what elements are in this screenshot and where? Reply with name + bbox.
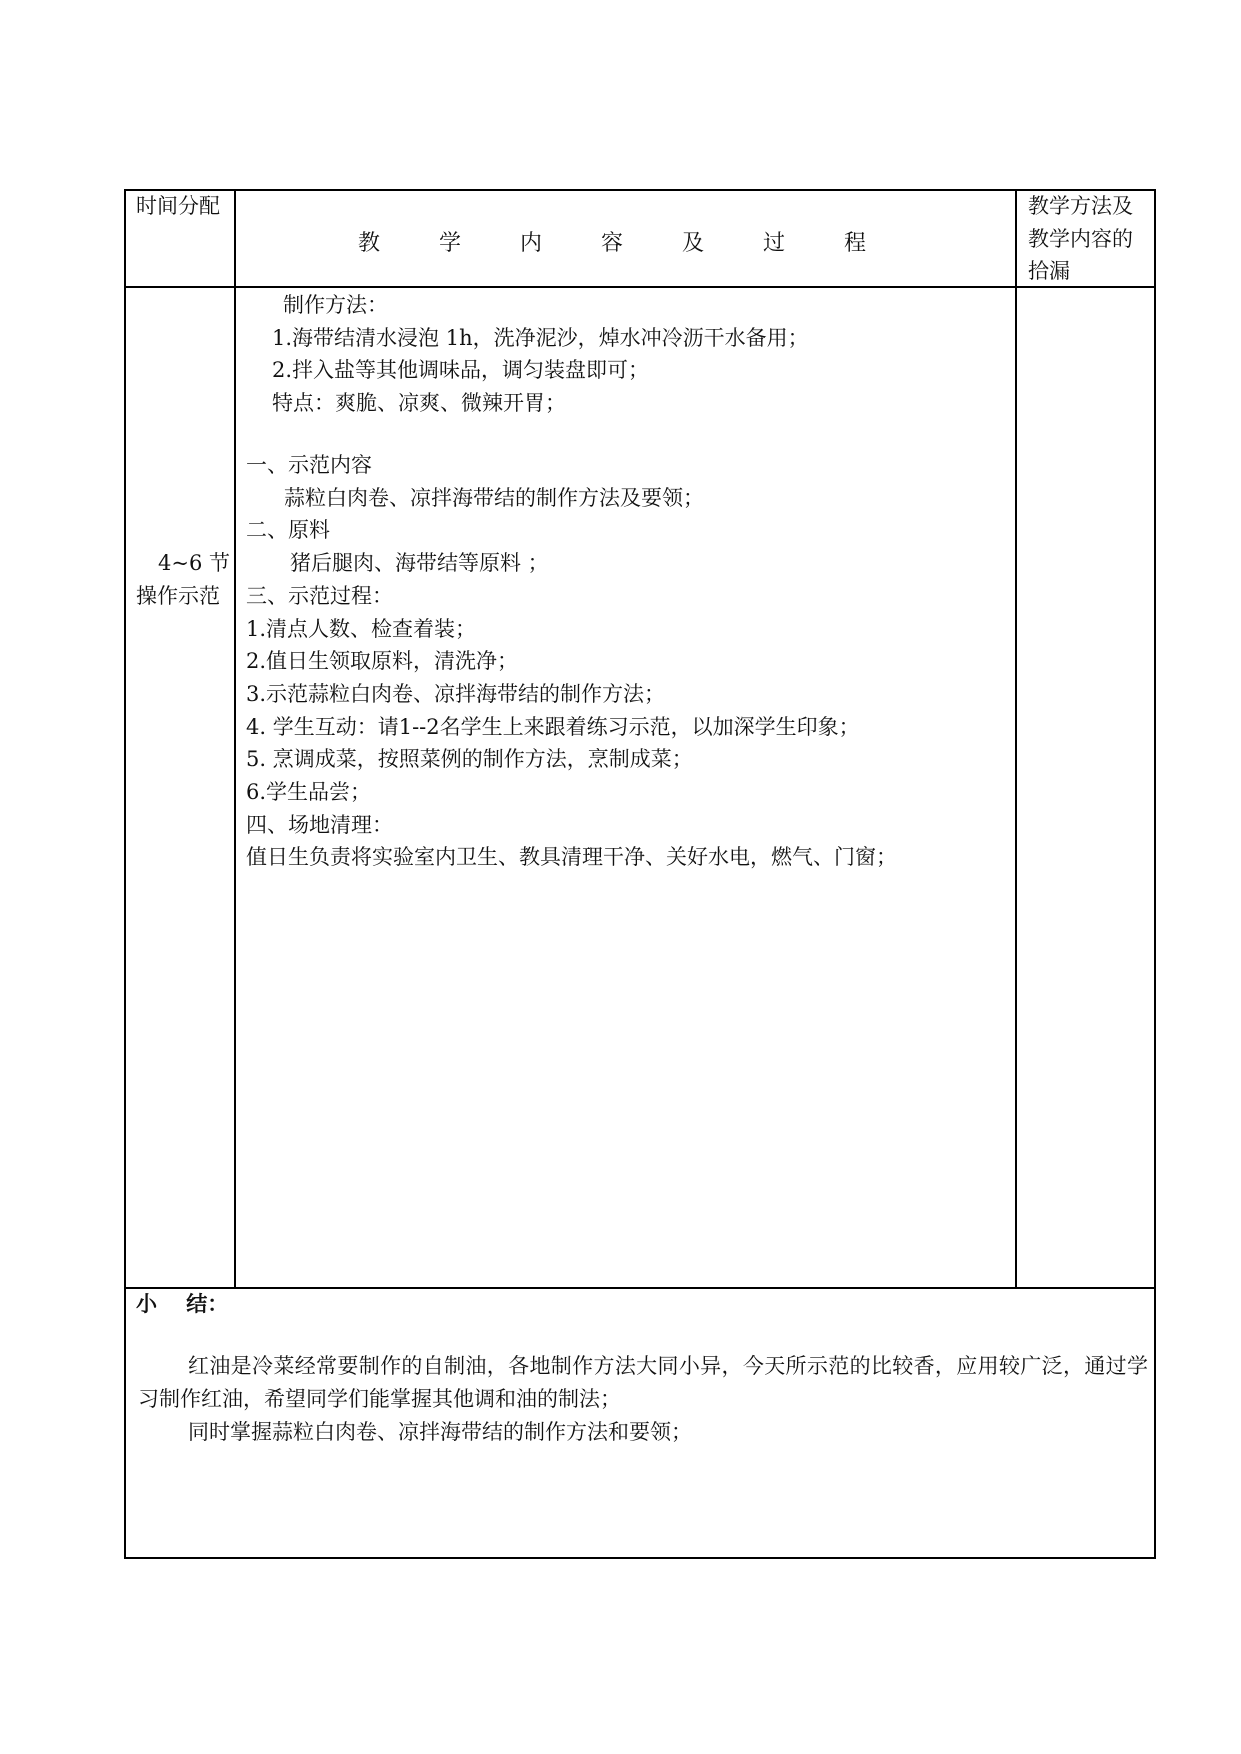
content-line: 2.值日生领取原料，清洗净； [246, 649, 519, 673]
time-cell-periods: 4~6 节 [158, 551, 230, 575]
content-line: 6.学生品尝； [246, 780, 372, 804]
content-line: 3.示范蒜粒白肉卷、凉拌海带结的制作方法； [246, 682, 666, 706]
header-time-allocation: 时间分配 [136, 194, 220, 218]
table-border-left [124, 189, 126, 1558]
table-border-top [124, 189, 1156, 191]
content-line: 猪后腿肉、海带结等原料 ； [290, 551, 549, 575]
content-line: 2.拌入盐等其他调味品，调匀装盘即可； [272, 358, 650, 382]
content-line: 5. 烹调成菜，按照菜例的制作方法，烹制成菜； [246, 747, 693, 771]
summary-label: 小 结： [136, 1291, 229, 1316]
content-line: 一、示范内容 [246, 453, 372, 477]
header-divider [124, 286, 1156, 288]
content-line: 4. 学生互动：请1--2名学生上来跟着练习示范，以加深学生印象； [246, 715, 860, 739]
content-line: 1.清点人数、检查着装； [246, 617, 477, 641]
column-divider-time [234, 189, 236, 1288]
content-line: 特点：爽脆、凉爽、微辣开胃； [272, 391, 566, 415]
content-line: 二、原料 [246, 518, 330, 542]
content-line: 三、示范过程： [246, 584, 393, 608]
content-line: 四、场地清理： [246, 813, 393, 837]
header-method-line-1: 教学方法及 [1028, 194, 1133, 218]
header-method-line-2: 教学内容的 [1028, 227, 1133, 251]
column-divider-method [1015, 189, 1017, 1288]
header-method-line-3: 拾漏 [1028, 259, 1070, 283]
summary-paragraph: 红油是冷菜经常要制作的自制油，各地制作方法大同小异，今天所示范的比较香，应用较广泛，通过学习制作红油，希望同学们能掌握其他调和油的制法； [138, 1354, 1148, 1411]
content-line: 值日生负责将实验室内卫生、教具清理干净、关好水电，燃气、门窗； [246, 845, 897, 869]
content-line: 1.海带结清水浸泡 1h，洗净泥沙，焯水冲冷沥干水备用； [272, 326, 809, 350]
summary-paragraph: 同时掌握蒜粒白肉卷、凉拌海带结的制作方法和要领； [188, 1420, 692, 1444]
content-line: 制作方法： [283, 293, 388, 317]
time-cell-activity: 操作示范 [136, 584, 220, 608]
header-teaching-content: 教 学 内 容 及 过 程 [358, 231, 892, 256]
table-border-right [1154, 189, 1156, 1558]
summary-divider [124, 1287, 1156, 1289]
table-border-bottom [124, 1557, 1156, 1559]
content-line: 蒜粒白肉卷、凉拌海带结的制作方法及要领； [284, 486, 704, 510]
